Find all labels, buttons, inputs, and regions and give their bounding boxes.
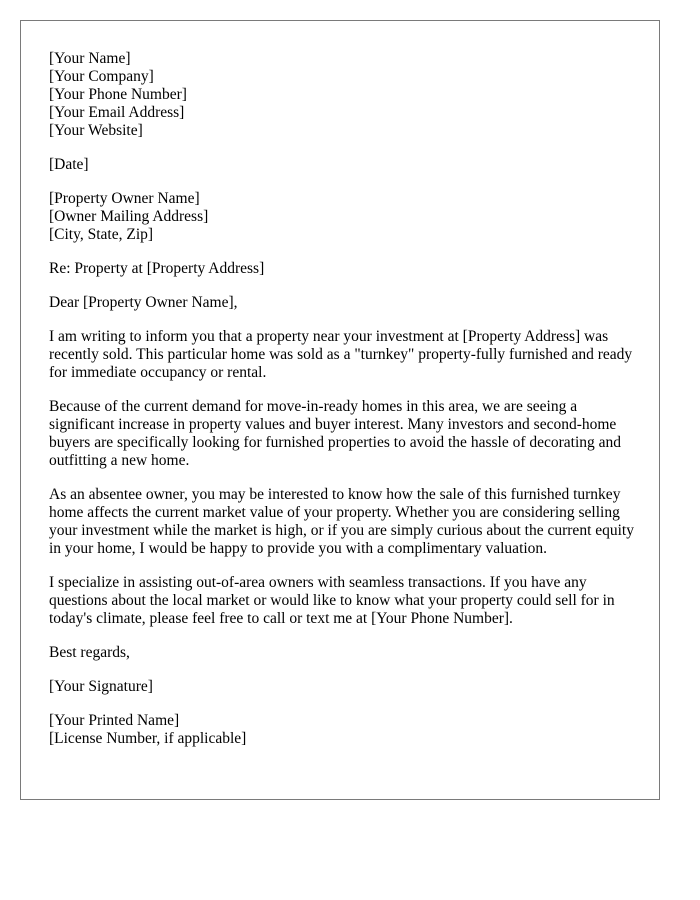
recipient-city-state-zip: [City, State, Zip] <box>49 226 154 243</box>
sender-phone: [Your Phone Number] <box>49 86 187 103</box>
printed-name: [Your Printed Name] <box>49 712 180 729</box>
sender-block <box>49 50 632 140</box>
recipient-name: [Property Owner Name] <box>49 190 200 207</box>
body-paragraph-3: As an absentee owner, you may be interested to know how the sale of this furnished turnkey home affects the current market value of your property. Whether you are considering selling your investment while the market is high, or if you are simply curious about the current equity in your home, I would be happy to provide you with a complimentary valuation. <box>49 486 634 557</box>
closing-block <box>49 644 632 662</box>
salutation: Dear [Property Owner Name], <box>49 294 238 311</box>
subject-line: Re: Property at [Property Address] <box>49 260 265 277</box>
sender-company: [Your Company] <box>49 68 154 85</box>
license-number: [License Number, if applicable] <box>49 730 247 747</box>
recipient-block <box>49 190 632 244</box>
body-paragraph-2: Because of the current demand for move-in-ready homes in this area, we are seeing a significant increase in property values and buyer interest. Many investors and second-home buyers are specifically looking for furnished properties to avoid the hassle of decorating and outfitting a new home. <box>49 398 622 469</box>
recipient-mailing-address: [Owner Mailing Address] <box>49 208 209 225</box>
closing: Best regards, <box>49 644 130 661</box>
salutation-block <box>49 294 632 312</box>
subject-block <box>49 260 632 278</box>
letter-document <box>20 20 660 800</box>
signature-block <box>49 678 632 696</box>
sender-website: [Your Website] <box>49 122 143 139</box>
signature: [Your Signature] <box>49 678 153 695</box>
letter-date: [Date] <box>49 156 89 173</box>
body-paragraph-4: I specialize in assisting out-of-area owners with seamless transactions. If you have any questions about the local market or would like to know what your property could sell for in today's climate, please feel free to call or text me at [Your Phone Number]. <box>49 574 615 627</box>
sender-email: [Your Email Address] <box>49 104 185 121</box>
sender-name: [Your Name] <box>49 50 131 67</box>
body-paragraph-1: I am writing to inform you that a property near your investment at [Property Address] was recently sold. This particular home was sold as a "turnkey" property-fully furnished and ready for immediate occupancy or rental. <box>49 328 633 381</box>
printed-name-block <box>49 712 632 748</box>
date-block <box>49 156 632 174</box>
